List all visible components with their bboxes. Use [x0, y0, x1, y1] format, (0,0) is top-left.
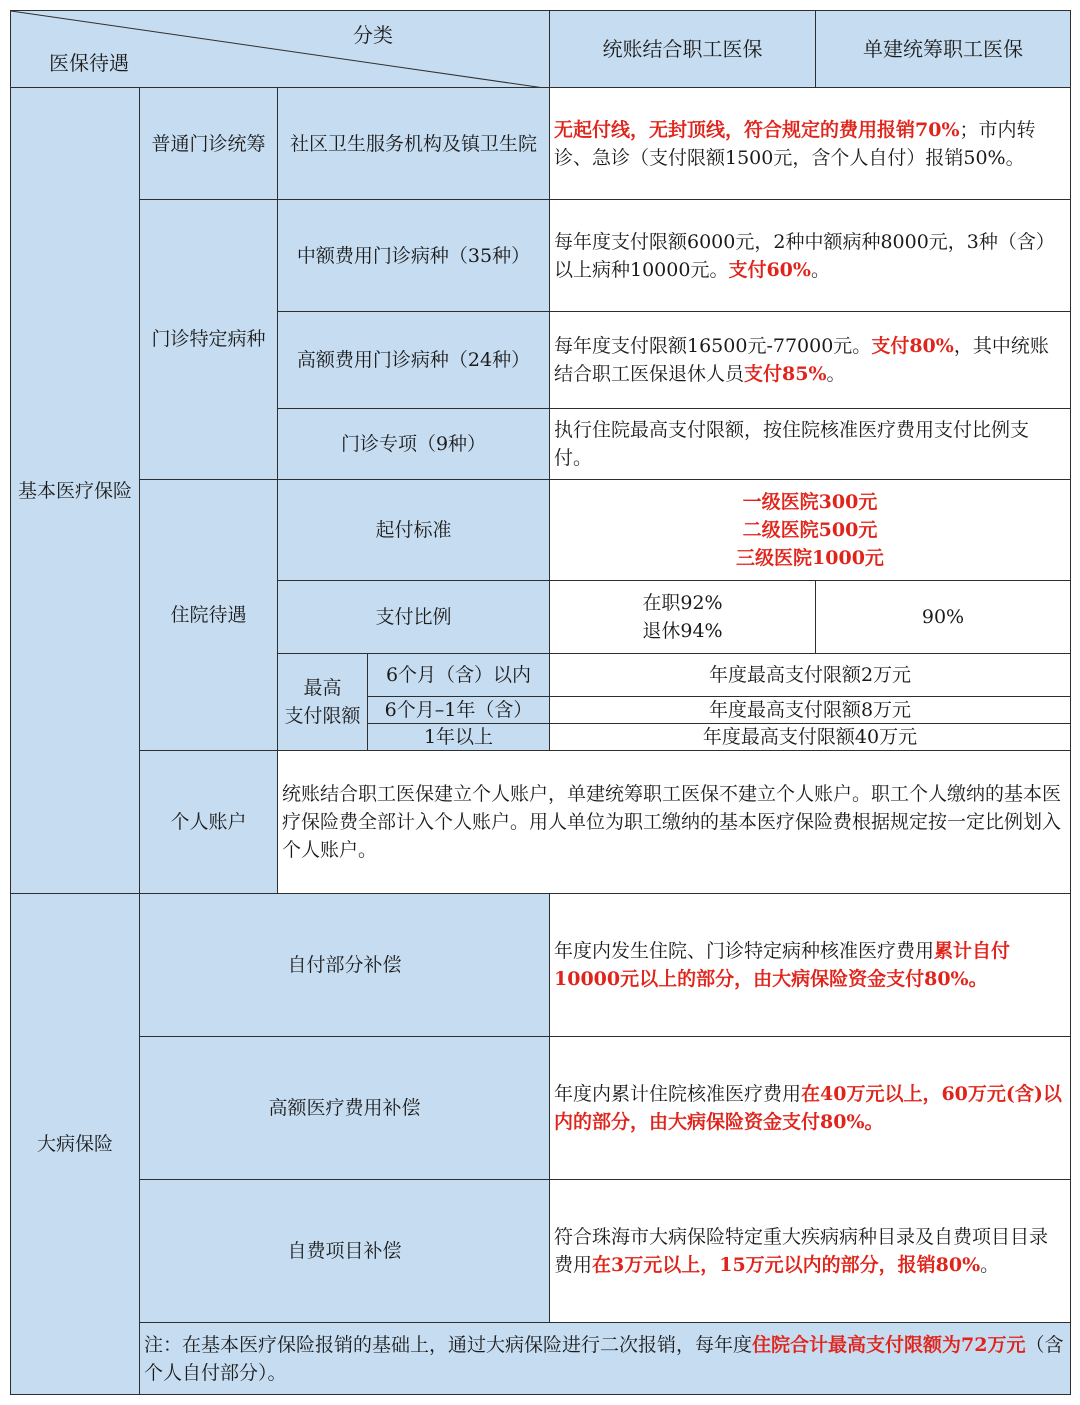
- outpatient-specific-label: 门诊特定病种: [139, 199, 278, 480]
- header-category-label: 分类: [353, 23, 393, 47]
- ratio-unified: [549, 580, 816, 654]
- mid-cost-text: [549, 199, 1071, 312]
- section-basic-insurance: 基本医疗保险: [10, 87, 140, 894]
- max-period-row-2: 6个月–1年（含）: [367, 696, 550, 724]
- self-pay-red: 累计自付10000元以上的部分，由大病保险资金支付80%。: [554, 940, 1011, 990]
- high-cost-red1: 支付80%: [871, 335, 954, 357]
- header-diagonal-cell: [10, 10, 550, 88]
- self-funded-red: 在3万元以上，15万元以内的部分，报销80%: [592, 1254, 981, 1276]
- max-limit-label: [277, 653, 368, 751]
- special-item-text: 执行住院最高支付限额，按住院核准医疗费用支付比例支付。: [549, 408, 1071, 480]
- outpatient-general-rest: ；市内转诊、急诊（支付限额1500元，含个人自付）报销50%。: [554, 118, 1036, 169]
- personal-account-label: 个人账户: [139, 750, 278, 894]
- outpatient-general-facility: 社区卫生服务机构及镇卫生院: [277, 87, 550, 200]
- high-cost-red2: 支付85%: [744, 363, 827, 385]
- ratio-standalone: 90%: [815, 580, 1071, 654]
- self-funded-desc: 符合珠海市大病保险特定重大疾病病种目录及自费项目目录费用: [554, 1226, 1049, 1276]
- max-limit-row-2: 年度最高支付限额8万元: [549, 696, 1071, 724]
- ratio-retired: 退休94%: [642, 620, 723, 642]
- note-red: 住院合计最高支付限额为72万元: [752, 1333, 1026, 1356]
- header-col-unified: 统账结合职工医保: [549, 10, 816, 88]
- outpatient-general-text: [549, 87, 1071, 200]
- self-funded-end: 。: [980, 1254, 1000, 1276]
- note-text-2: （含个人自付部分）。: [144, 1333, 1064, 1384]
- threshold-values: [549, 479, 1071, 581]
- outpatient-general-label: 普通门诊统筹: [139, 87, 278, 200]
- note-row: [139, 1322, 1071, 1395]
- section-critical-insurance: 大病保险: [10, 893, 140, 1395]
- max-period-row-1: 6个月（含）以内: [367, 653, 550, 697]
- max-limit-label-line1: 最高: [303, 677, 342, 699]
- high-medical-cost-label: 高额医疗费用补偿: [139, 1036, 550, 1180]
- ratio-employed: 在职92%: [642, 592, 723, 614]
- mid-cost-red: 支付60%: [728, 258, 811, 281]
- note-text-1: 注：在基本医疗保险报销的基础上，通过大病保险进行二次报销，每年度: [144, 1333, 753, 1356]
- header-col-standalone: 单建统筹职工医保: [815, 10, 1071, 88]
- mid-cost-desc: 每年度支付限额6000元，2种中额病种8000元，3种（含）以上病种10000元。: [554, 230, 1055, 281]
- threshold-label: 起付标准: [277, 479, 550, 581]
- threshold-level-2: 二级医院500元: [742, 519, 878, 541]
- threshold-level-3: 三级医院1000元: [736, 547, 884, 569]
- special-item-label: 门诊专项（9种）: [277, 408, 550, 480]
- threshold-level-1: 一级医院300元: [742, 491, 878, 513]
- high-cost-text: [549, 311, 1071, 409]
- ratio-label: 支付比例: [277, 580, 550, 654]
- mid-cost-label: 中额费用门诊病种（35种）: [277, 199, 550, 312]
- max-limit-row-1: 年度最高支付限额2万元: [549, 653, 1071, 697]
- high-cost-label: 高额费用门诊病种（24种）: [277, 311, 550, 409]
- outpatient-general-red: 无起付线，无封顶线，符合规定的费用报销70%: [554, 118, 960, 141]
- self-pay-desc: 年度内发生住院、门诊特定病种核准医疗费用: [554, 940, 935, 962]
- high-cost-desc1: 每年度支付限额16500元-77000元。: [554, 335, 872, 357]
- header-benefit-label: 医保待遇: [49, 51, 129, 75]
- personal-account-text: 统账结合职工医保建立个人账户，单建统筹职工医保不建立个人账户。职工个人缴纳的基本医疗保险费全部计入个人账户。用人单位为职工缴纳的基本医疗保险费根据规定按一定比例划入个人账户。: [277, 750, 1071, 894]
- inpatient-label: 住院待遇: [139, 479, 278, 751]
- self-funded-text: [549, 1179, 1071, 1323]
- high-medical-cost-desc: 年度内累计住院核准医疗费用: [554, 1083, 802, 1105]
- high-medical-cost-text: [549, 1036, 1071, 1180]
- high-cost-desc2: ，其中统账结合职工医保退休人员: [554, 335, 1049, 385]
- self-pay-label: 自付部分补偿: [139, 893, 550, 1037]
- self-pay-text: [549, 893, 1071, 1037]
- max-limit-row-3: 年度最高支付限额40万元: [549, 723, 1071, 751]
- high-cost-end: 。: [826, 363, 846, 385]
- high-medical-cost-red: 在40万元以上，60万元(含)以内的部分，由大病保险资金支付80%。: [554, 1083, 1062, 1133]
- self-funded-label: 自费项目补偿: [139, 1179, 550, 1323]
- max-period-row-3: 1年以上: [367, 723, 550, 751]
- max-limit-label-line2: 支付限额: [284, 705, 361, 727]
- mid-cost-end: 。: [810, 258, 830, 281]
